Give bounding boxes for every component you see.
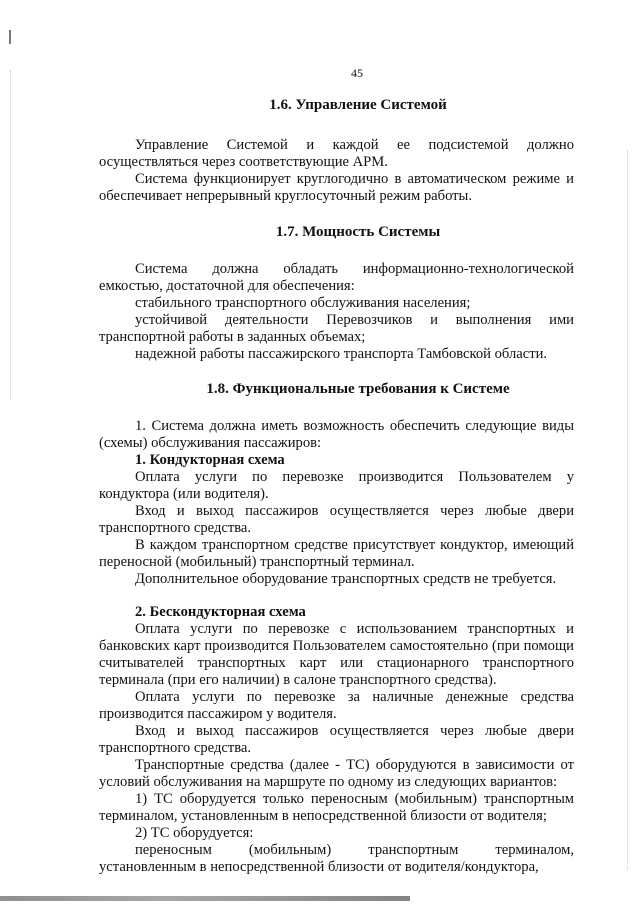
paragraph: Оплата услуги по перевозке производится Пользователем у кондуктора (или водителя). bbox=[99, 469, 574, 502]
paragraph: Вход и выход пассажиров осуществляется через любые двери транспортного средства. bbox=[99, 503, 574, 536]
section-heading-1-8: 1.8. Функциональные требования к Системе bbox=[206, 381, 510, 397]
section-heading-1-6: 1.6. Управление Системой bbox=[269, 97, 447, 113]
scan-bottom-edge bbox=[0, 896, 410, 901]
paragraph: 2) ТС оборудуется: bbox=[135, 825, 254, 841]
list-item: надежной работы пассажирского транспорта Тамбовской области. bbox=[135, 346, 548, 362]
paragraph: Транспортные средства (далее - ТС) оборудуются в зависимости от условий обслуживания на маршруте по одному из следующих вариантов: bbox=[99, 757, 574, 790]
page-number: 45 bbox=[351, 66, 363, 80]
paragraph: Система должна обладать информационно-технологической емкостью, достаточной для обеспечения: bbox=[99, 261, 574, 294]
section-heading-1-7: 1.7. Мощность Системы bbox=[275, 224, 441, 240]
scan-margin-mark bbox=[9, 30, 11, 44]
paragraph: Оплата услуги по перевозке с использованием транспортных и банковских карт производится Пользователем самостоятельно (при помощи считывателей транспортных карт или стационарного транспортного терминала (при его наличии) в салоне транспортного средства). bbox=[99, 621, 574, 688]
paragraph: Управление Системой и каждой ее подсистемой должно осуществляться через соответствующие АРМ. bbox=[99, 137, 574, 170]
paragraph: переносным (мобильным) транспортным терминалом, установленным в непосредственной близости от водителя/кондуктора, bbox=[99, 842, 574, 875]
paragraph: Дополнительное оборудование транспортных средств не требуется. bbox=[135, 571, 557, 587]
scheme-title: 2. Бескондукторная схема bbox=[135, 604, 306, 620]
list-item: стабильного транспортного обслуживания населения; bbox=[135, 295, 471, 311]
paragraph: Система функционирует круглогодично в автоматическом режиме и обеспечивает непрерывный круглосуточный режим работы. bbox=[99, 171, 574, 204]
list-item: устойчивой деятельности Перевозчиков и выполнения ими bbox=[135, 312, 574, 328]
paragraph: 1. Система должна иметь возможность обеспечить следующие виды (схемы) обслуживания пассажиров: bbox=[99, 418, 574, 451]
paragraph: Оплата услуги по перевозке за наличные денежные средства производится пассажиром у водителя. bbox=[99, 689, 574, 722]
paragraph: Вход и выход пассажиров осуществляется через любые двери транспортного средства. bbox=[99, 723, 574, 756]
scan-right-dots bbox=[627, 150, 629, 870]
scheme-title: 1. Кондукторная схема bbox=[135, 452, 285, 468]
paragraph: В каждом транспортном средстве присутствует кондуктор, имеющий переносной (мобильный) транспортный терминал. bbox=[99, 537, 574, 570]
spacer bbox=[99, 588, 574, 604]
document-body bbox=[99, 90, 574, 876]
paragraph: 1) ТС оборудуется только переносным (мобильным) транспортным терминалом, установленным в непосредственной близости от водителя; bbox=[99, 791, 574, 824]
scan-margin-dots bbox=[10, 70, 12, 400]
list-item-continuation: транспортной работы в заданных объемах; bbox=[99, 329, 366, 345]
